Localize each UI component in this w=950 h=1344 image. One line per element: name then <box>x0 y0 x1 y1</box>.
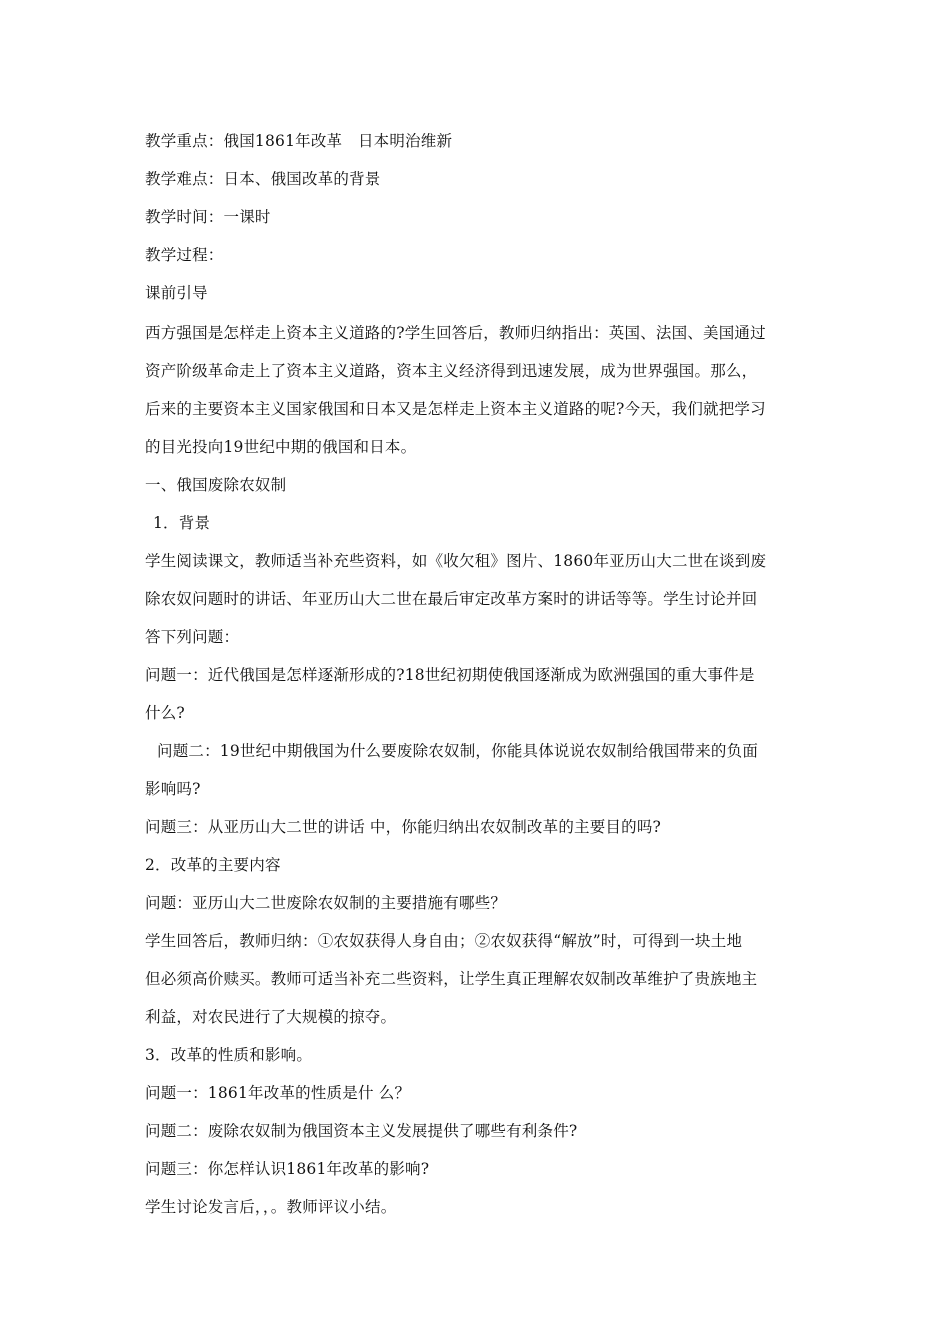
teaching-time: 教学时间：一课时 <box>145 208 271 226</box>
section-intro-heading: 课前引导 <box>145 284 208 302</box>
document-body <box>145 124 807 1224</box>
question-line: 什么? <box>145 704 185 722</box>
background-paragraph-line: 答下列问题： <box>145 628 240 646</box>
subsection-nature-impact: 3．改革的性质和影响。 <box>145 1046 313 1064</box>
teaching-focus: 教学重点：俄国1861年改革 日本明治维新 <box>145 132 453 150</box>
teaching-process: 教学过程： <box>145 246 224 264</box>
question-line: 问题三：你怎样认识1861年改革的影响? <box>145 1160 430 1178</box>
question-line: 问题一：近代俄国是怎样逐渐形成的?18世纪初期使俄国逐渐成为欧洲强国的重大事件是 <box>145 666 755 684</box>
background-paragraph-line: 除农奴问题时的讲话、年亚历山大二世在最后审定改革方案时的讲话等等。学生讨论并回 <box>145 590 758 608</box>
background-paragraph-line: 学生阅读课文，教师适当补充些资料，如《收欠租》图片、1860年亚历山大二世在谈到废 <box>145 552 767 570</box>
section-heading-russia: 一、俄国废除农奴制 <box>145 476 287 494</box>
subsection-main-content: 2．改革的主要内容 <box>145 856 281 874</box>
summary-line: 学生讨论发言后，，。教师评议小结。 <box>145 1198 397 1216</box>
question-line: 问题二：19世纪中期俄国为什么要废除农奴制，你能具体说说农奴制给俄国带来的负面 <box>157 742 759 760</box>
answer-paragraph-line: 但必须高价赎买。教师可适当补充二些资料，让学生真正理解农奴制改革维护了贵族地主 <box>145 970 758 988</box>
subsection-background: 1．背景 <box>153 514 211 532</box>
question-line: 问题：亚历山大二世废除农奴制的主要措施有哪些？ <box>145 894 507 912</box>
question-line: 问题二：废除农奴制为俄国资本主义发展提供了哪些有利条件? <box>145 1122 578 1140</box>
intro-paragraph-line: 资产阶级革命走上了资本主义道路，资本主义经济得到迅速发展，成为世界强国。那么， <box>145 362 758 380</box>
answer-paragraph-line: 利益，对农民进行了大规模的掠夺。 <box>145 1008 397 1026</box>
intro-paragraph-line: 后来的主要资本主义国家俄国和日本又是怎样走上资本主义道路的呢?今天，我们就把学习 <box>145 400 766 418</box>
teaching-difficulty: 教学难点：日本、俄国改革的背景 <box>145 170 381 188</box>
question-line: 问题一：1861年改革的性质是什 么？ <box>145 1084 411 1102</box>
intro-paragraph-line: 的目光投向19世纪中期的俄国和日本。 <box>145 438 417 456</box>
intro-paragraph-line: 西方强国是怎样走上资本主义道路的?学生回答后，教师归纳指出：英国、法国、美国通过 <box>145 324 766 342</box>
question-line: 问题三：从亚历山大二世的讲话 中，你能归纳出农奴制改革的主要目的吗? <box>145 818 662 836</box>
question-line: 影响吗? <box>145 780 201 798</box>
answer-paragraph-line: 学生回答后，教师归纳：①农奴获得人身自由；②农奴获得“解放”时，可得到一块土地 <box>145 932 743 950</box>
